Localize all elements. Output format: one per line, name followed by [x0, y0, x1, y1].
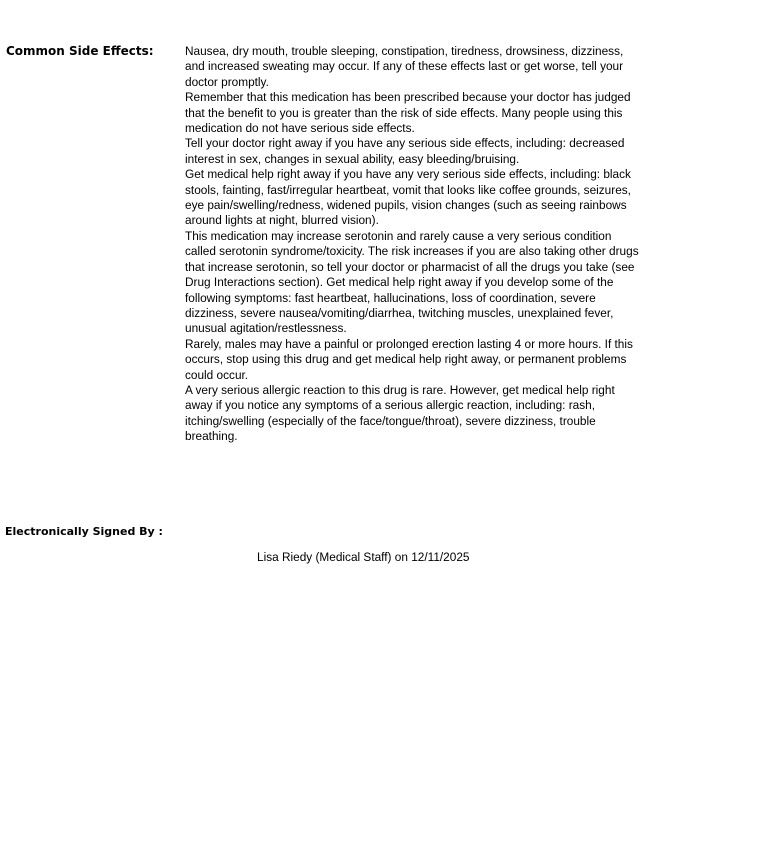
side-effects-paragraph: This medication may increase serotonin and rarely cause a very serious condition called serotonin syndrome/toxicity. The risk increases if you are also taking other drugs that increase serotonin, so tell your doctor or pharmacist of all the drugs you take (see Drug Interactions section). Get medical help right away if you develop some of the following symptoms: fast heartbeat, hallucinations, loss of coordination, severe dizziness, severe nausea/vomiting/diarrhea, twitching muscles, unexplained fever, unusual agitation/restlessness.: [185, 228, 639, 336]
side-effects-paragraph: Rarely, males may have a painful or prolonged erection lasting 4 or more hours. If this occurs, stop using this drug and get medical help right away, or permanent problems could occur.: [185, 336, 633, 382]
signed-by-value: Lisa Riedy (Medical Staff) on 12/11/2025: [257, 550, 470, 564]
side-effects-paragraph: A very serious allergic reaction to this drug is rare. However, get medical help right away if you notice any symptoms of a serious allergic reaction, including: rash, itching/swelling (especially of the face/tongue/throat), severe dizziness, trouble breathing.: [185, 382, 615, 444]
side-effects-body: [185, 44, 641, 445]
side-effects-paragraph: Tell your doctor right away if you have any serious side effects, including: decreased interest in sex, changes in sexual ability, easy bleeding/bruising.: [185, 136, 625, 166]
side-effects-paragraph: Get medical help right away if you have any very serious side effects, including: black stools, fainting, fast/irregular heartbeat, vomit that looks like coffee grounds, seizures, eye pain/swelling/redness, widened pupils, vision changes (such as seeing rainbows around lights at night, blurred vision).: [185, 167, 631, 228]
side-effects-paragraph: Nausea, dry mouth, trouble sleeping, constipation, tiredness, drowsiness, dizziness, and increased sweating may occur. If any of these effects last or get worse, tell your doctor promptly.: [185, 44, 624, 89]
side-effects-paragraph: Remember that this medication has been prescribed because your doctor has judged that the benefit to you is greater than the risk of side effects. Many people using this medication do not have serious side effects.: [185, 90, 631, 136]
side-effects-label: Common Side Effects:: [6, 44, 154, 58]
signed-by-label: Electronically Signed By :: [5, 525, 163, 538]
